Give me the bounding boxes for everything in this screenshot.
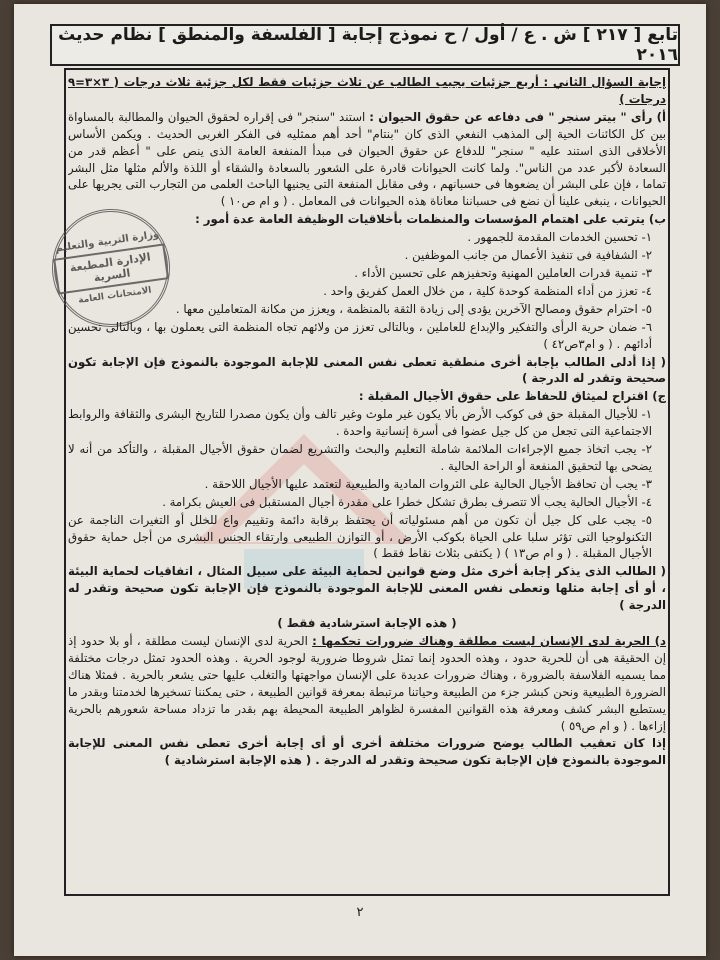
b-item: ٤- تعزز من أداء المنظمة كوحدة كلية ، من خلال العمل كفريق واحد . (323, 283, 652, 298)
section-c-note: ( الطالب الذى يذكر إجابة أخرى مثل وضع قوانين لحماية البيئة على سبيل المثال ، اتفاقيات لحماية البيئة ، أو أى إجابة مثلها وتعطى نفس المعنى للإجابة الموجودة بالنموذج فإن الإجابة تكون صحيحة وتقدر له الدرجة ) (68, 564, 666, 613)
c-item: ٤- الأجيال الحالية يجب ألا تتصرف بطرق تشكل خطرا على مقدرة أجيال المستقبل فى العيش بكرامة . (162, 494, 652, 509)
page-header: تابع [ ٢١٧ ] ش . ع / أول / ح نموذج إجابة [ الفلسفة والمنطق ] نظام حديث ٢٠١٦ (50, 24, 680, 66)
section-d-note: إذا كان تعقيب الطالب يوضح ضرورات مختلفة أخرى أو أى إجابة أخرى تعطى نفس المعنى للإجابة الموجودة بالنموذج فإن الإجابة تكون صحيحة وتقدر له الدرجة . ( هذه الإجابة استرشادية ) (68, 736, 666, 768)
stamp-bottom-text: الامتحانات العامة (77, 285, 153, 306)
c-item: ٥- يجب على كل جيل أن تكون من أهم مسئولياته أن يحتفظ برقابة دائمة وتقييم واع للخلل أو التغيرات الناجمة عن التكنولوجيا التى تؤثر سلبا على الحياة بكوكب الأرض ، أو التوازن الطبيعى وارتقاء الجنس البشرى من أجل حماية حقوق الأجيال المقبلة . ( و ام ص١٣ ) ( يكتفى بثلاث نقاط فقط ) (68, 512, 652, 561)
section-d-label: د) الحرية لدى الإنسان ليست مطلقة وهناك ضرورات تحكمها : (312, 634, 666, 648)
page-number: ٢ (356, 905, 364, 920)
b-item: ٢- الشفافية فى تنفيذ الأعمال من جانب الموظفين . (404, 248, 652, 263)
section-b-note: ( إذا أدلى الطالب بإجابة أخرى منطقية تعطى نفس المعنى للإجابة الموجودة بالنموذج فإن الإجابة تكون صحيحة وتقدر له الدرجة ) (68, 354, 666, 386)
section-c-label: ج) اقتراح لميثاق للحفاظ على حقوق الأجيال المقبلة : (358, 389, 666, 404)
stamp-top-text: وزارة التربية والتعليم (54, 228, 160, 254)
q2-heading: إجابة السؤال الثاني : أربع جزئيات يجيب الطالب عن ثلاث جزئيات فقط لكل جزئية ثلاث درجات ( ٣×٣=٩ درجات ) (68, 75, 666, 106)
c-item: ٣- يجب أن تحافظ الأجيال الحالية على الثروات المادية والطبيعية لتعتمد عليها الأجيال اللاحقة . (204, 476, 652, 491)
c-item: ١- للأجيال المقبلة حق فى كوكب الأرض بألا يكون غير ملوث وغير تالف وأن يكون مصدرا للتاريخ البشرى والثقافة والروابط الاجتماعية التى تجعل من كل جيل عضوا فى أسرة إنسانية واحدة . (68, 407, 652, 439)
answer-body (68, 74, 666, 889)
section-a-label: أ) رأى " بيتر سنجر " فى دفاعه عن حقوق الحيوان : (369, 109, 666, 124)
c-item: ٢- يجب اتخاذ جميع الإجراءات الملائمة شاملة التعليم والبحث والتشريع لضمان حقوق الأجيال المقبلة ، والتأكد من أنه لا يضحى بها لتحقيق المنفعة أو الراحة الحالية . (68, 442, 652, 473)
stamp-middle-text: الإدارة المطبعة السرية (53, 243, 169, 294)
section-a-text: استند "سنجر" فى إقراره لحقوق الحيوان والمطالبة بالمساواة بين كل الكائنات الحية إلى المذهب النفعي الذى كان "بنتام" أحد أهم ممثليه فى الفكر الغربى الحديث . ويكمن الأساس الأخلاقى الذى استند عليه " سنجر" للدفاع عن حقوق الحيوان فى مبدأ المنفعة العامة الذى ينص على " أعظم قدر من السعادة لأكبر عدد من الناس". ولما كانت الحيوانات قادرة على الشعور بالسعادة والشقاء أو اللذة والألم مثلها مثل البشر تماما ، فإن على البشر أن يضعوها فى حسبانهم ، وفى مقابل المنفعة التى يجنيها الباحث العلمى من التجارب التى يجريها على الحيوانات ، ينبغى علينا أن نضع فى حسباننا معاناة هذه الحيوانات فى المعامل . ( و ام ص١٠ ) (68, 109, 666, 209)
b-item: ٣- تنمية قدرات العاملين المهنية وتحفيزهم على تحسين الأداء . (354, 265, 652, 280)
section-c-note2: ( هذه الإجابة استرشادية فقط ) (277, 616, 457, 631)
exam-answer-page (14, 4, 706, 956)
b-item: ٦- ضمان حرية الرأى والتفكير والإبداع للعاملين ، وبالتالى تعزز من ولائهم تجاه المنظمة التى يعملون بها ، وبالتالى تحسين أدائهم . ( و ام٣ص٤٢ ) (68, 319, 652, 351)
section-b-label: ب) يترتب على اهتمام المؤسسات والمنظمات بأخلاقيات الوظيفة العامة عدة أمور : (195, 212, 666, 227)
section-d-text: الحرية لدى الإنسان ليست مطلقة ، أو بلا حدود إذ إن الحقيقة هى أن للحرية حدود ، وهذه الحدود إنما تمثل شروطا ضرورية لوجود الحرية . وهذه الحدود تمثل درجات مختلفة مما يسميه الفلاسفة بالضرورة ، وهناك ضرورات عديدة على الإنسان مواجهتها والتغلب عليها حتى يشعر بالحرية . فمثلا هناك الضرورة الطبيعية ونحن كبشر جزء من الطبيعة وحياتنا مرتبطة بمعرفة قوانين الطبيعة ، حتى يمكننا تسخيرها لخدمتنا وبقدر ما يستطيع البشر كشف ومعرفة هذه القوانين المفسرة لظواهر الطبيعة المحيطة بهم بقدر ما تزداد مساحة شعورهم بالحرية إزاءها . ( و ام ص٥٩ ) (68, 634, 666, 733)
b-item: ١- تحسين الخدمات المقدمة للجمهور . (467, 230, 652, 245)
b-item: ٥- احترام حقوق ومصالح الآخرين يؤدى إلى زيادة الثقة بالمنظمة ، ويعزز من مكانة المتعاملين معها . (175, 301, 652, 316)
